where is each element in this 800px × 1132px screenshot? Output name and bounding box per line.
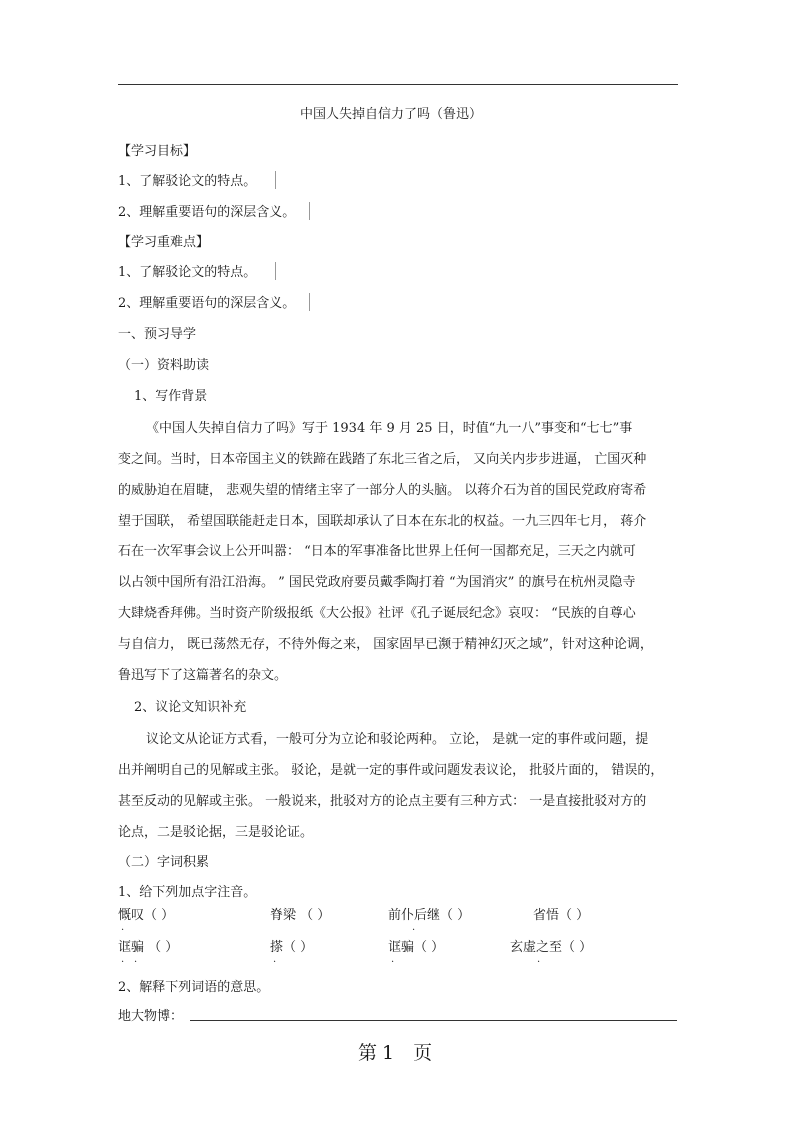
question-2-heading: 2、解释下列词语的意思。 [118, 980, 270, 995]
question-1-heading: 1、给下列加点字注音。 [118, 885, 257, 900]
pronunciation-item: 诓骗 （ ） [118, 940, 179, 955]
section-heading: 一、预习导学 [118, 327, 197, 342]
emphasis-dot: · [537, 957, 541, 968]
paragraph-line: 的威胁迫在眉睫， 悲观失望的情绪主宰了一部分人的头脑。 以蒋介石为首的国民党政府寄希 [118, 483, 647, 498]
paragraph-line: 鲁迅写下了这篇著名的杂文。 [118, 668, 288, 683]
footer-suffix: 页 [413, 1042, 434, 1064]
pronunciation-item: 脊梁 （ ） [270, 908, 331, 923]
page-number: 1 [382, 1042, 396, 1064]
key-point-item-1: 1、了解驳论文的特点。 [118, 265, 257, 280]
subsection-heading-materials: （一）资料助读 [118, 358, 210, 373]
emphasis-dot: · [273, 957, 277, 968]
key-point-item-2: 2、理解重要语句的深层含义。 [118, 296, 296, 311]
pronunciation-item: 诓骗（ ） [388, 940, 445, 955]
knowledge-heading: 2、议论文知识补充 [134, 700, 247, 715]
margin-mark [275, 171, 276, 189]
background-heading: 1、写作背景 [134, 389, 208, 404]
paragraph-line: 论点，二是驳论据，三是驳论证。 [118, 825, 314, 840]
paragraph-line: 与自信力， 既已荡然无存，不待外侮之来， 国家固早已濒于精神幻灭之域”，针对这种论调， [118, 637, 653, 652]
document-title: 中国人失掉自信力了吗（鲁迅） [300, 107, 483, 122]
subsection-heading-vocabulary: （二）字词积累 [118, 855, 210, 870]
footer-prefix: 第 [358, 1042, 379, 1064]
page-footer [358, 1038, 433, 1065]
key-points-heading: 【学习重难点】 [118, 235, 210, 250]
margin-mark [309, 202, 310, 220]
margin-mark [275, 262, 276, 280]
pronunciation-item: 前仆后继（ ） [388, 908, 471, 923]
goal-item-1: 1、了解驳论文的特点。 [118, 174, 257, 189]
vocabulary-label: 地大物博： [118, 1009, 184, 1024]
pronunciation-item: 玄虚之至（ ） [510, 940, 593, 955]
paragraph-line: 以占领中国所有沿江沿海。 ” 国民党政府要员戴季陶打着 “为国消灾” 的旗号在杭州灵隐寺 [118, 575, 636, 590]
answer-blank[interactable] [190, 1020, 677, 1021]
emphasis-dot: · [412, 925, 416, 936]
pronunciation-item: 省悟（ ） [533, 908, 590, 923]
emphasis-dot: · [391, 957, 395, 968]
emphasis-dot: · [134, 957, 138, 968]
paragraph-line: 石在一次军事会议上公开叫嚣： “日本的军事准备比世界上任何一国都充足，三天之内就可 [118, 544, 636, 559]
goals-heading: 【学习目标】 [118, 144, 197, 159]
paragraph-line: 《中国人失掉自信力了吗》写于 1934 年 9 月 25 日，时值“九一八”事变和“七七”事 [146, 421, 633, 436]
paragraph-line: 出并阐明自己的见解或主张。 驳论，是就一定的事件或问题发表议论， 批驳片面的， 错误的， [118, 763, 664, 778]
goal-item-2: 2、理解重要语句的深层含义。 [118, 205, 296, 220]
paragraph-line: 大肆烧香拜佛。当时资产阶级报纸《大公报》社评《孔子诞辰纪念》哀叹： “民族的自尊心 [118, 606, 636, 621]
header-rule [118, 84, 678, 85]
paragraph-line: 望于国联， 希望国联能赶走日本，国联却承认了日本在东北的权益。一九三四年七月， 蒋介 [118, 514, 647, 529]
margin-mark [309, 293, 310, 311]
emphasis-dot: · [121, 925, 125, 936]
pronunciation-item: 慨叹（ ） [118, 908, 175, 923]
pronunciation-item: 搽（ ） [270, 940, 314, 955]
paragraph-line: 议论文从论证方式看，一般可分为立论和驳论两种。 立论， 是就一定的事件或问题，提 [146, 732, 649, 747]
paragraph-line: 变之间。当时，日本帝国主义的铁蹄在践踏了东北三省之后， 又向关内步步进逼， 亡国灭种 [118, 452, 647, 467]
paragraph-line: 甚至反动的见解或主张。 一般说来，批驳对方的论点主要有三种方式： 一是直接批驳对方的 [118, 794, 647, 809]
emphasis-dot: · [121, 957, 125, 968]
